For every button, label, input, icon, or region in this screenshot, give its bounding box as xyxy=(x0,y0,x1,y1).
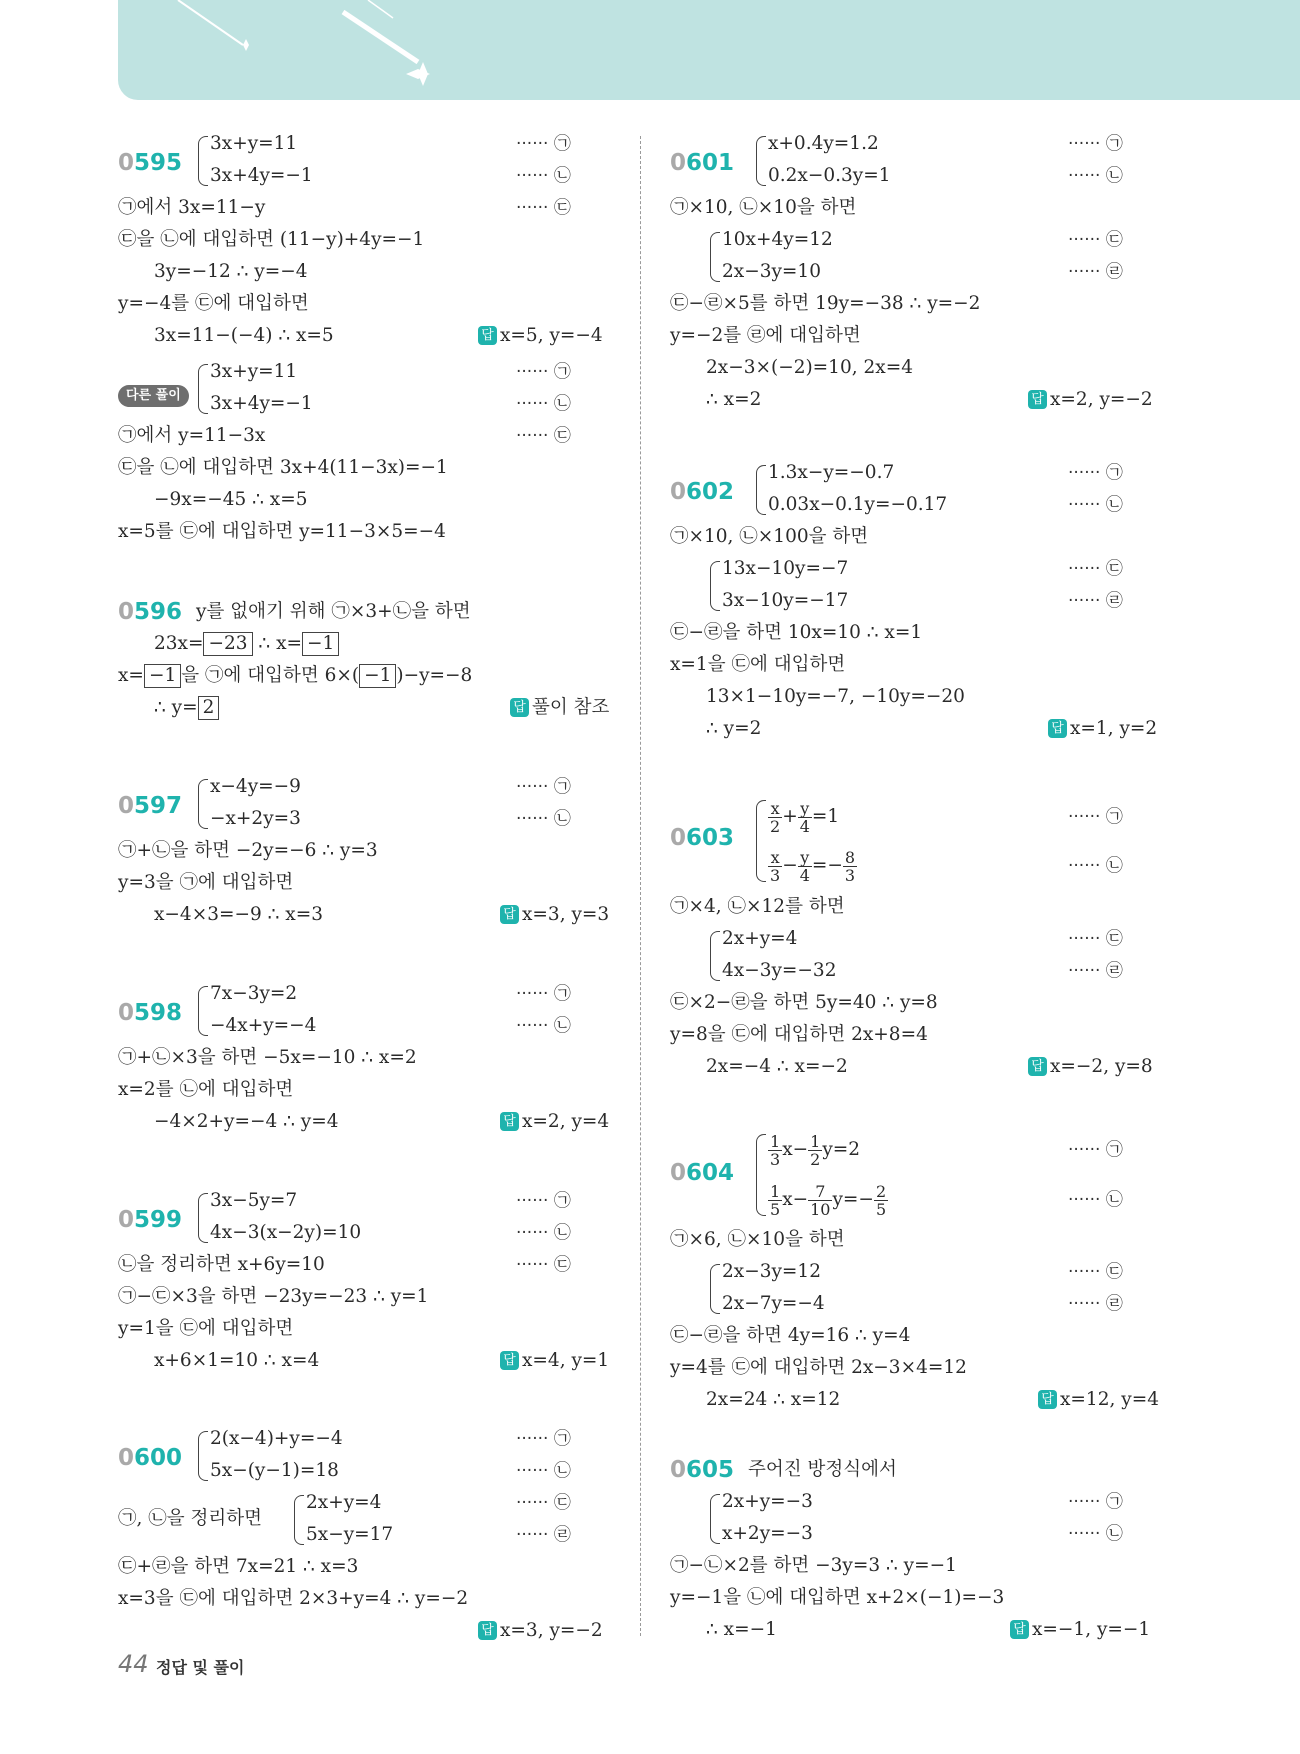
answer-badge: 답 xyxy=(478,326,497,345)
fraction-equation: $\frac{x}{3}$ − $\frac{y}{4}$ =− $\frac{8}{3}$ xyxy=(770,847,856,885)
solution-line: ㉢−㉣을 하면 10x=10 ∴ x=1 xyxy=(670,622,923,643)
system-brace xyxy=(198,779,208,829)
equation: −x+2y=3 xyxy=(210,808,301,829)
solution-line: ∴ x=2 xyxy=(706,389,762,410)
equation: 0.2x−0.3y=1 xyxy=(768,165,891,186)
equation-tag: ······ ㉡ xyxy=(516,1461,571,1481)
solution-line: −4×2+y=−4 ∴ y=4 xyxy=(154,1111,339,1132)
system-brace xyxy=(198,1193,208,1243)
equation: 3x−10y=−17 xyxy=(722,590,849,611)
blank-box: −1 xyxy=(144,664,181,688)
solution-line: y=8을 ㉢에 대입하면 2x+8=4 xyxy=(670,1024,928,1045)
system-brace xyxy=(198,136,208,186)
solution-line: y=−1을 ㉡에 대입하면 x+2×(−1)=−3 xyxy=(670,1587,1005,1608)
equation: 2(x−4)+y=−4 xyxy=(210,1428,343,1449)
answer xyxy=(478,320,603,352)
problem-number-0598: 0598 xyxy=(118,1000,183,1026)
fraction: $\frac{8}{3}$ xyxy=(844,847,856,885)
blank-box: −23 xyxy=(203,632,252,656)
answer-text: x=4, y=1 xyxy=(522,1350,610,1371)
equation-tag: ······ ㉢ xyxy=(1068,929,1123,949)
fraction: $\frac{x}{2}$ xyxy=(770,798,781,836)
equation: 4x−3y=−32 xyxy=(722,960,837,981)
solution-line: ㉠에서 y=11−3x xyxy=(118,425,266,446)
solution-line: 2x−3×(−2)=10, 2x=4 xyxy=(706,357,913,378)
solution-line: 2x=24 ∴ x=12 xyxy=(706,1389,841,1410)
equation-tag: ······ ㉡ xyxy=(516,1016,571,1036)
answer-text: x=−1, y=−1 xyxy=(1032,1619,1151,1640)
solution-line: 2x=−4 ∴ x=−2 xyxy=(706,1056,848,1077)
equation: 3x+4y=−1 xyxy=(210,393,313,414)
solution-line: x=5를 ㉢에 대입하면 y=11−3×5=−4 xyxy=(118,521,446,542)
answer-text: x=12, y=4 xyxy=(1060,1389,1159,1410)
equation: 0.03x−0.1y=−0.17 xyxy=(768,494,948,515)
problem-number-0595: 0595 xyxy=(118,150,183,176)
answer-badge: 답 xyxy=(478,1621,497,1640)
answer-text: x=3, y=3 xyxy=(522,904,610,925)
equation-tag: ······ ㉡ xyxy=(516,809,571,829)
equation-tag: ······ ㉠ xyxy=(1068,134,1123,154)
equation: 3x+y=11 xyxy=(210,361,298,382)
solution-line: x=2를 ㉡에 대입하면 xyxy=(118,1079,294,1100)
fraction-equation: $\frac{1}{3}$ x− $\frac{1}{2}$ y=2 xyxy=(770,1131,861,1169)
problem-number-0605: 0605 xyxy=(670,1457,735,1483)
solution-line: ㉠+㉡을 하면 −2y=−6 ∴ y=3 xyxy=(118,840,378,861)
solution-line: 3y=−12 ∴ y=−4 xyxy=(154,261,308,282)
blank-box: −1 xyxy=(359,664,396,688)
solution-line: ㉠, ㉡을 정리하면 xyxy=(118,1508,262,1529)
page-number: 44 xyxy=(118,1650,149,1678)
equation-tag: ······ ㉢ xyxy=(1068,230,1123,250)
equation: 2x+y=4 xyxy=(722,928,798,949)
equation-tag: ······ ㉡ xyxy=(516,394,571,414)
equation-tag: ······ ㉣ xyxy=(1068,961,1123,981)
fraction: $\frac{x}{3}$ xyxy=(770,847,781,885)
solution-line: ∴ y=2 xyxy=(706,718,762,739)
equation-tag: ······ ㉣ xyxy=(1068,591,1123,611)
equation-tag: ······ ㉣ xyxy=(1068,262,1123,282)
answer-text: x=1, y=2 xyxy=(1070,718,1158,739)
blank-box: −1 xyxy=(302,632,339,656)
equation-tag: ······ ㉡ xyxy=(1068,495,1123,515)
solution-line: 3x=11−(−4) ∴ x=5 xyxy=(154,325,334,346)
answer-text: 풀이 참조 xyxy=(532,697,610,718)
equation-tag: ······ ㉢ xyxy=(516,198,571,218)
equation-tag: ······ ㉢ xyxy=(516,426,571,446)
equation: x−4y=−9 xyxy=(210,776,301,797)
equation: 2x+y=−3 xyxy=(722,1491,813,1512)
equation: x+0.4y=1.2 xyxy=(768,133,879,154)
system-brace xyxy=(198,986,208,1036)
equation-tag: ······ ㉡ xyxy=(1068,166,1123,186)
system-brace xyxy=(710,931,720,981)
footer-label: 정답 및 풀이 xyxy=(156,1658,245,1677)
answer xyxy=(1010,1614,1150,1646)
solution-line: y=4를 ㉢에 대입하면 2x−3×4=12 xyxy=(670,1357,967,1378)
equation-tag: ······ ㉠ xyxy=(516,984,571,1004)
fraction: $\frac{1}{2}$ xyxy=(810,1131,821,1169)
equation-tag: ······ ㉡ xyxy=(516,1223,571,1243)
solution-line: y=−2를 ㉣에 대입하면 xyxy=(670,325,861,346)
solution-line: 13×1−10y=−7, −10y=−20 xyxy=(706,686,965,707)
solution-line: ㉠×6, ㉡×10을 하면 xyxy=(670,1229,845,1250)
fraction: $\frac{y}{4}$ xyxy=(799,798,810,836)
equation: 1.3x−y=−0.7 xyxy=(768,462,895,483)
equation: −4x+y=−4 xyxy=(210,1015,317,1036)
equation-tag: ······ ㉠ xyxy=(1068,463,1123,483)
solution-line: ㉡을 정리하면 x+6y=10 xyxy=(118,1254,325,1275)
solution-line: ∴ y= 2 xyxy=(154,692,219,724)
system-brace xyxy=(710,232,720,282)
solution-line: y=1을 ㉢에 대입하면 xyxy=(118,1318,294,1339)
answer xyxy=(1028,1051,1153,1083)
solution-line: y=−4를 ㉢에 대입하면 xyxy=(118,293,309,314)
equation-tag: ······ ㉣ xyxy=(1068,1294,1123,1314)
answer xyxy=(1028,384,1153,416)
fraction: $\frac{2}{5}$ xyxy=(875,1181,887,1219)
solution-line: x+6×1=10 ∴ x=4 xyxy=(154,1350,320,1371)
solution-line: ㉢×2−㉣을 하면 5y=40 ∴ y=8 xyxy=(670,992,938,1013)
equation-tag: ······ ㉡ xyxy=(1068,1190,1123,1210)
fraction-equation: $\frac{1}{5}$ x− $\frac{7}{10}$ y=− $\frac{2}{5}$ xyxy=(770,1181,887,1219)
equation: 7x−3y=2 xyxy=(210,983,298,1004)
equation: x+2y=−3 xyxy=(722,1523,813,1544)
fraction: $\frac{y}{4}$ xyxy=(799,847,810,885)
answer-badge: 답 xyxy=(1028,390,1047,409)
equation-tag: ······ ㉠ xyxy=(1068,1140,1123,1160)
equation-tag: ······ ㉠ xyxy=(516,1191,571,1211)
equation: 5x−y=17 xyxy=(306,1524,394,1545)
equation-tag: ······ ㉠ xyxy=(516,134,571,154)
solution-line: ㉢−㉣을 하면 4y=16 ∴ y=4 xyxy=(670,1325,911,1346)
answer xyxy=(510,692,609,724)
problem-number-0601: 0601 xyxy=(670,150,735,176)
answer-badge: 답 xyxy=(1048,719,1067,738)
system-brace xyxy=(710,1264,720,1314)
equation-tag: ······ ㉢ xyxy=(516,1493,571,1513)
solution-line: ㉠×4, ㉡×12를 하면 xyxy=(670,896,845,917)
answer-text: x=2, y=4 xyxy=(522,1111,610,1132)
equation: 2x+y=4 xyxy=(306,1492,382,1513)
problem-number-0602: 0602 xyxy=(670,479,735,505)
equation: 4x−3(x−2y)=10 xyxy=(210,1222,362,1243)
solution-line: ㉠−㉢×3을 하면 −23y=−23 ∴ y=1 xyxy=(118,1286,429,1307)
system-brace xyxy=(756,1134,766,1216)
fraction: $\frac{1}{3}$ xyxy=(770,1131,781,1169)
solution-line: 23x= −23 ∴ x= −1 xyxy=(154,628,339,660)
system-brace xyxy=(198,364,208,414)
problem-number-0600: 0600 xyxy=(118,1445,183,1471)
solution-line: ∴ x=−1 xyxy=(706,1619,777,1640)
system-brace xyxy=(294,1495,304,1545)
equation: 3x+y=11 xyxy=(210,133,298,154)
system-brace xyxy=(756,800,766,882)
problem-number-0596: 0596 xyxy=(118,599,183,625)
solution-line: x=3을 ㉢에 대입하면 2×3+y=4 ∴ y=−2 xyxy=(118,1588,469,1609)
equation-tag: ······ ㉠ xyxy=(516,777,571,797)
solution-line: ㉠+㉡×3을 하면 −5x=−10 ∴ x=2 xyxy=(118,1047,417,1068)
equation: 3x+4y=−1 xyxy=(210,165,313,186)
equation: 3x−5y=7 xyxy=(210,1190,298,1211)
system-brace xyxy=(710,561,720,611)
equation-tag: ······ ㉣ xyxy=(516,1525,571,1545)
system-brace xyxy=(710,1494,720,1544)
solution-line: ㉠에서 3x=11−y xyxy=(118,197,266,218)
answer xyxy=(478,1615,603,1647)
equation-tag: ······ ㉡ xyxy=(516,166,571,186)
fraction: $\frac{1}{5}$ xyxy=(770,1181,781,1219)
solution-line: y를 없애기 위해 ㉠×3+㉡을 하면 xyxy=(196,601,471,622)
solution-line: ㉢−㉣×5를 하면 19y=−38 ∴ y=−2 xyxy=(670,293,981,314)
system-brace xyxy=(756,465,766,515)
answer-text: x=2, y=−2 xyxy=(1050,389,1153,410)
solution-line: x= −1 을 ㉠에 대입하면 6×( −1 )−y=−8 xyxy=(118,665,473,686)
equation-tag: ······ ㉡ xyxy=(1068,856,1123,876)
answer-badge: 답 xyxy=(1010,1620,1029,1639)
answer xyxy=(500,1106,609,1138)
equation-tag: ······ ㉡ xyxy=(1068,1524,1123,1544)
system-brace xyxy=(756,136,766,186)
equation: 2x−3y=12 xyxy=(722,1261,821,1282)
solution-line: −9x=−45 ∴ x=5 xyxy=(154,489,308,510)
problem-number-0597: 0597 xyxy=(118,793,183,819)
equation: 13x−10y=−7 xyxy=(722,558,849,579)
answer-text: x=5, y=−4 xyxy=(500,325,603,346)
problem-number-0604: 0604 xyxy=(670,1160,735,1186)
fraction-equation: $\frac{x}{2}$ + $\frac{y}{4}$ =1 xyxy=(770,798,840,836)
solution-line: ㉠×10, ㉡×10을 하면 xyxy=(670,197,857,218)
equation: 2x−3y=10 xyxy=(722,261,821,282)
equation-tag: ······ ㉠ xyxy=(516,362,571,382)
equation: 2x−7y=−4 xyxy=(722,1293,825,1314)
equation-tag: ······ ㉢ xyxy=(1068,1262,1123,1282)
solution-line: ㉠−㉡×2를 하면 −3y=3 ∴ y=−1 xyxy=(670,1555,957,1576)
equation-tag: ······ ㉢ xyxy=(516,1255,571,1275)
answer-badge: 답 xyxy=(500,905,519,924)
problem-number-0603: 0603 xyxy=(670,825,735,851)
solution-line: ㉢을 ㉡에 대입하면 (11−y)+4y=−1 xyxy=(118,229,425,250)
answer xyxy=(1038,1384,1159,1416)
answer xyxy=(500,899,609,931)
blank-box: 2 xyxy=(198,696,220,720)
equation-tag: ······ ㉠ xyxy=(1068,1492,1123,1512)
right-column xyxy=(670,0,1230,1754)
equation: 10x+4y=12 xyxy=(722,229,833,250)
equation-tag: ······ ㉢ xyxy=(1068,559,1123,579)
problem-number-0599: 0599 xyxy=(118,1207,183,1233)
equation-tag: ······ ㉠ xyxy=(1068,807,1123,827)
answer-badge: 답 xyxy=(1038,1390,1057,1409)
solution-line: x−4×3=−9 ∴ x=3 xyxy=(154,904,323,925)
equation-tag: ······ ㉠ xyxy=(516,1429,571,1449)
solution-line: ㉢을 ㉡에 대입하면 3x+4(11−3x)=−1 xyxy=(118,457,448,478)
answer xyxy=(1048,713,1157,745)
answer-badge: 답 xyxy=(500,1351,519,1370)
answer-text: x=−2, y=8 xyxy=(1050,1056,1153,1077)
answer-badge: 답 xyxy=(1028,1057,1047,1076)
answer-badge: 답 xyxy=(510,698,529,717)
alt-solution-badge: 다른 풀이 xyxy=(118,385,189,407)
answer xyxy=(500,1345,609,1377)
answer-text: x=3, y=−2 xyxy=(500,1620,603,1641)
solution-line: ㉢+㉣을 하면 7x=21 ∴ x=3 xyxy=(118,1556,359,1577)
left-column xyxy=(118,0,678,1754)
solution-line: y=3을 ㉠에 대입하면 xyxy=(118,872,294,893)
solution-line: x=1을 ㉢에 대입하면 xyxy=(670,654,846,675)
system-brace xyxy=(198,1431,208,1481)
answer-badge: 답 xyxy=(500,1112,519,1131)
solution-line: ㉠×10, ㉡×100을 하면 xyxy=(670,526,869,547)
solution-line: 주어진 방정식에서 xyxy=(748,1459,897,1480)
equation: 5x−(y−1)=18 xyxy=(210,1460,339,1481)
fraction: $\frac{7}{10}$ xyxy=(810,1181,831,1219)
